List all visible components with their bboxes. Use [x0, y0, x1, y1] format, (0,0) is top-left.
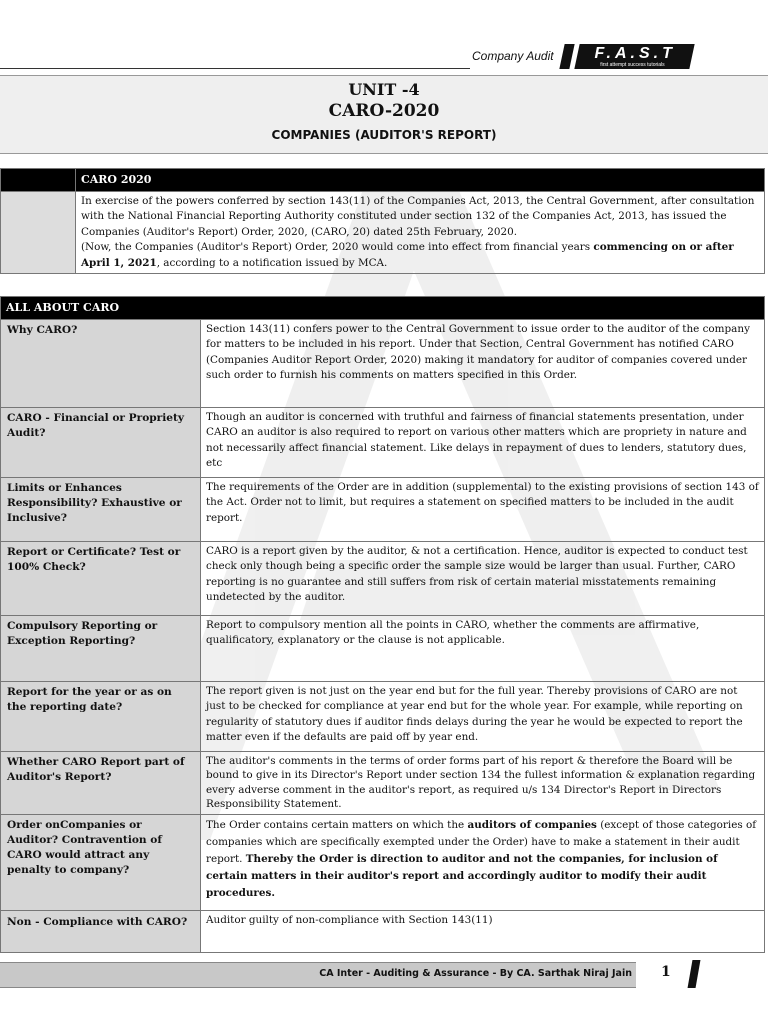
question-cell: Order onCompanies or Auditor? Contravention of CARO would attract any penalty to company?: [1, 814, 201, 910]
question-cell: Limits or Enhances Responsibility? Exhaustive or Inclusive?: [1, 477, 201, 541]
logo-tagline: first attempt success tutorials: [600, 61, 666, 68]
answer-cell: CARO is a report given by the auditor, & not a certification. Hence, auditor is expected to conduct test check only though being a specific order the sample size would be larger than usual. Further, CARO reporting is no guarantee and still suffers from risk of certain material misstatements remaining undetected by the auditor.: [201, 541, 765, 615]
question-cell: Report or Certificate? Test or 100% Check?: [1, 541, 201, 615]
table-row: [1, 615, 765, 681]
caro-para-1: In exercise of the powers conferred by section 143(11) of the Companies Act, 2013, the Central Government, after consultation with the National Financial Reporting Authority constituted under section 132 of the Companies Act, 2013, has issued the Companies (Auditor's Report) Order, 2020, (CARO, 20) dated 25th February, 2020.: [81, 194, 755, 238]
answer-cell: Auditor guilty of non-compliance with Section 143(11): [201, 910, 765, 952]
question-cell: Compulsory Reporting or Exception Reporting?: [1, 615, 201, 681]
page-marker: [688, 960, 701, 988]
footer-bar: [0, 962, 636, 988]
unit-title: UNIT -4: [348, 80, 420, 99]
answer-cell: The auditor's comments in the terms of order forms part of his report & therefore the Board will be bound to give in its Director's Report under section 134 the fullest information & explanation regarding every adverse comment in the auditor's report, as required u/s 134 Director's Report in Directors Responsibility Statement.: [201, 751, 765, 814]
caro-para-2-bold: commencing on or after April 1, 2021: [81, 241, 734, 269]
table-row: [1, 319, 765, 407]
answer-cell: Though an auditor is concerned with truthful and fairness of financial statements presentation, under CARO an auditor is also required to report on various other matters which are propriety in nature and not necessarily affect financial statement. Like delays in repayment of dues to lenders, statutory dues, etc: [201, 407, 765, 477]
page-number: 1: [661, 964, 671, 980]
question-cell: Non - Compliance with CARO?: [1, 910, 201, 952]
footer-credit: CA Inter - Auditing & Assurance - By CA. Sarthak Niraj Jain: [319, 968, 632, 979]
question-cell: Report for the year or as on the reporting date?: [1, 681, 201, 751]
question-cell: Whether CARO Report part of Auditor's Report?: [1, 751, 201, 814]
table-row: [1, 477, 765, 541]
question-cell: Why CARO?: [1, 319, 201, 407]
table-row: [1, 541, 765, 615]
answer-text: The Order contains certain matters on which the: [206, 818, 468, 831]
chapter-subtitle: COMPANIES (AUDITOR'S REPORT): [271, 128, 497, 142]
question-cell: CARO - Financial or Propriety Audit?: [1, 407, 201, 477]
answer-bold: auditors of companies: [467, 818, 597, 831]
table-row: [1, 910, 765, 952]
header-subject: Company Audit: [472, 49, 554, 63]
answer-bold: Thereby the Order is direction to auditor and not the companies, for inclusion of certain matters in their auditor's report and accordingly auditor to modify their audit procedures.: [206, 852, 718, 899]
header-rule: [0, 68, 470, 69]
table-row: [1, 681, 765, 751]
caro-2020-table: [0, 168, 765, 274]
logo-box: [574, 44, 694, 69]
table-row: [1, 751, 765, 814]
chapter-title: CARO-2020: [328, 101, 440, 121]
brand-logo: [562, 44, 692, 69]
caro-para-2-end: , according to a notification issued by MCA.: [156, 256, 388, 269]
logo-text: F.A.S.T: [594, 44, 676, 62]
table-row: [1, 407, 765, 477]
caro-para-2: [81, 240, 759, 271]
answer-text: (except of those categories of companies which are specifically exempted under the Order) have to make a statement in their audit report.: [206, 818, 757, 865]
caro-intro-cell: [76, 191, 765, 274]
answer-cell: Report to compulsory mention all the points in CARO, whether the comments are affirmative, qualificatory, explanatory or the clause is not applicable.: [201, 615, 765, 681]
table-row: [1, 814, 765, 910]
caro-para-2-text: (Now, the Companies (Auditor's Report) Order, 2020 would come into effect from financial years: [81, 241, 594, 253]
logo-bar: [559, 44, 574, 69]
title-block: [0, 75, 768, 154]
caro-heading: CARO 2020: [76, 169, 765, 192]
answer-cell: [201, 814, 765, 910]
answer-cell: Section 143(11) confers power to the Central Government to issue order to the auditor of the company for matters to be included in his report. Under that Section, Central Government has notified CARO (Companies Auditor Report Order, 2020) making it mandatory for auditor of companies covered under such order to furnish his comments on matters specified in this Order.: [201, 319, 765, 407]
all-about-caro-table: [0, 296, 765, 953]
answer-cell: The requirements of the Order are in addition (supplemental) to the existing provisions of section 143 of the Act. Order not to limit, but requires a statement on specified matters to be included in the audit report.: [201, 477, 765, 541]
answer-cell: The report given is not just on the year end but for the full year. Thereby provisions of CARO are not just to be checked for compliance at year end but for the whole year. For example, while reporting on regularity of statutory dues if auditor finds delays during the year he would be expected to report the matter even if the defaults are paid off by year end.: [201, 681, 765, 751]
about-heading: ALL ABOUT CARO: [1, 297, 765, 320]
